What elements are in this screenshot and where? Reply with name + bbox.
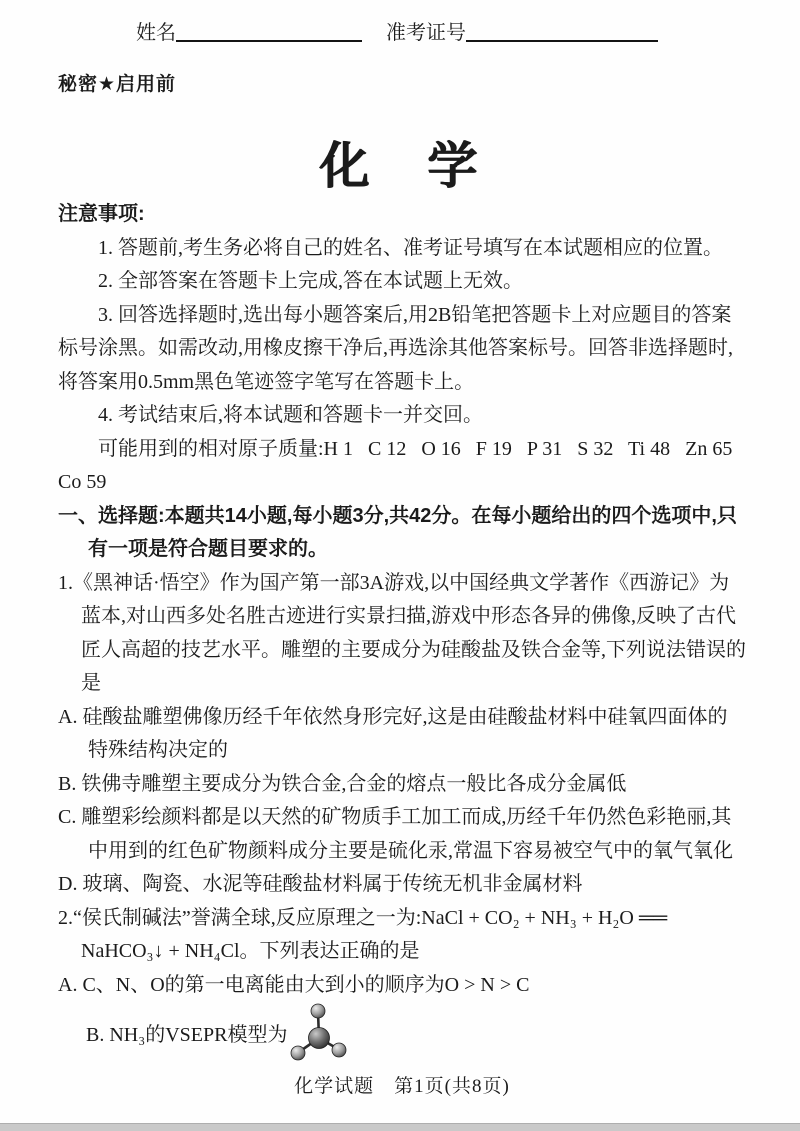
notice-item-1: 1. 答题前,考生务必将自己的姓名、准考证号填写在本试题相应的位置。 xyxy=(98,236,723,259)
question-2-number: 2. xyxy=(58,906,73,929)
header-fill-in-row xyxy=(136,0,800,45)
question-2-option-b-label: B. NH₃的VSEPR模型为 xyxy=(86,1024,288,1047)
page-title: 化 学 xyxy=(319,138,481,194)
notice-item-3: 3. 回答选择题时,选出每小题答案后,用2B铅笔把答题卡上对应题目的答案标号涂黑。如需改动,用橡皮擦干净后,再选涂其他答案标号。回答非选择题时,将答案用0.5mm黑色笔迹签字笔写在答题卡上。 xyxy=(58,303,733,393)
question-2-option-b xyxy=(86,1002,746,1070)
question-1 xyxy=(58,567,746,701)
notice-item-4: 4. 考试结束后,将本试题和答题卡一并交回。 xyxy=(98,404,483,426)
main-content xyxy=(58,198,746,1104)
exam-no-label: 准考证号 xyxy=(386,22,466,44)
nh3-vsepr-molecule-icon xyxy=(289,1002,351,1066)
name-label: 姓名 xyxy=(136,22,176,44)
notice-item-2: 2. 全部答案在答题卡上完成,答在本试题上无效。 xyxy=(98,270,523,292)
question-1-option-c: C. 雕塑彩绘颜料都是以天然的矿物质手工加工而成,历经千年仍然色彩艳丽,其中用到的红色矿物颜料成分主要是硫化汞,常温下容易被空气中的氧气氧化 xyxy=(58,806,733,862)
name-blank-line xyxy=(176,22,362,42)
hydrogen-atom-bottom-left xyxy=(291,1046,305,1060)
notice-heading: 注意事项: xyxy=(58,203,145,225)
hydrogen-atom-top xyxy=(311,1004,325,1018)
section-1-heading: 一、选择题:本题共14小题,每小题3分,共42分。在每小题给出的四个选项中,只有一项是符合题目要求的。 xyxy=(58,504,737,560)
exam-no-blank-line xyxy=(466,22,658,42)
page-footer: 化学试题 第1页(共8页) xyxy=(294,1076,510,1097)
question-1-option-d: D. 玻璃、陶瓷、水泥等硅酸盐材料属于传统无机非金属材料 xyxy=(58,873,583,895)
hydrogen-atom-bottom-right xyxy=(332,1043,346,1057)
secret-label: 秘密★启用前 xyxy=(58,74,177,95)
question-2-option-a: A. C、N、O的第一电离能由大到小的顺序为O > N > C xyxy=(58,973,530,996)
question-1-option-b: B. 铁佛寺雕塑主要成分为铁合金,合金的熔点一般比各成分金属低 xyxy=(58,772,627,795)
atomic-masses-line: 可能用到的相对原子质量:H 1 C 12 O 16 F 19 P 31 S 32 Ti 48 Zn 65 Co 59 xyxy=(58,437,748,493)
question-1-number: 1. xyxy=(58,571,73,594)
nitrogen-atom-center xyxy=(309,1028,330,1049)
scan-bottom-edge xyxy=(0,1123,800,1131)
question-1-option-a: A. 硅酸盐雕塑佛像历经千年依然身形完好,这是由硅酸盐材料中硅氧四面体的特殊结构决定的 xyxy=(58,705,728,761)
question-2-stem: “侯氏制碱法”誉满全球,反应原理之一为:NaCl + CO₂ + NH₃ + H₂O ══ NaHCO₃↓ + NH₄Cl。下列表达正确的是 xyxy=(73,906,668,962)
question-1-stem: 《黑神话·悟空》作为国产第一部3A游戏,以中国经典文学著作《西游记》为蓝本,对山西多处名胜古迹进行实景扫描,游戏中形态各异的佛像,反映了古代匠人高超的技艺水平。雕塑的主要成分为硅酸盐及铁合金等,下列说法错误的是 xyxy=(73,571,746,694)
question-2 xyxy=(58,902,746,969)
